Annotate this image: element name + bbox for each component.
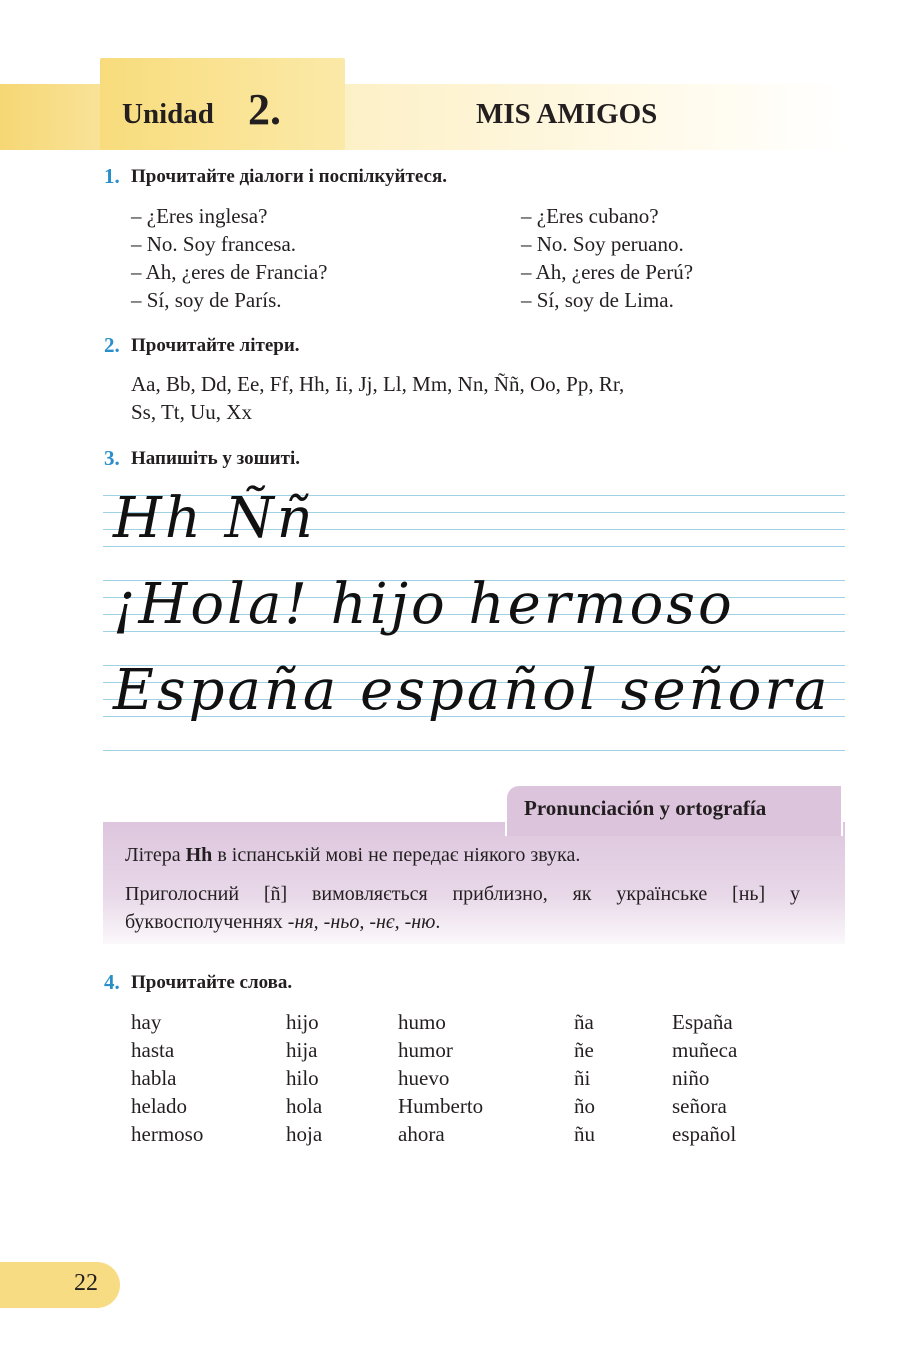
rule-line bbox=[103, 750, 845, 751]
unit-number: 2. bbox=[248, 85, 281, 134]
word-column-2 bbox=[286, 1008, 322, 1148]
p2-text: . bbox=[435, 911, 441, 933]
dialog-line: – Sí, soy de Lima. bbox=[521, 288, 674, 312]
dialog-line: – ¿Eres cubano? bbox=[521, 204, 659, 228]
exercise-1-title: Прочитайте діалоги і поспілкуйтеся. bbox=[131, 166, 447, 187]
word-column-3 bbox=[398, 1008, 483, 1148]
pronunciation-paragraph-2 bbox=[125, 880, 800, 936]
script-line-3: España español señora bbox=[113, 658, 831, 723]
dialog-line: – No. Soy francesa. bbox=[131, 232, 297, 256]
word: ñu bbox=[574, 1122, 595, 1146]
p1-bold: Hh bbox=[185, 844, 213, 866]
word: ña bbox=[574, 1010, 594, 1034]
dialog-line: – ¿Eres inglesa? bbox=[131, 204, 268, 228]
exercise-3-number: 3. bbox=[104, 446, 120, 470]
page-number: 22 bbox=[74, 1270, 98, 1296]
word: humo bbox=[398, 1010, 446, 1034]
p1-text: Літера bbox=[125, 844, 186, 866]
exercise-1-number: 1. bbox=[104, 164, 120, 188]
exercise-2-number: 2. bbox=[104, 333, 120, 357]
word: español bbox=[672, 1122, 737, 1146]
word: hermoso bbox=[131, 1122, 204, 1146]
exercise-3-title: Напишіть у зошиті. bbox=[131, 448, 300, 469]
word: hijo bbox=[286, 1010, 319, 1034]
word: hasta bbox=[131, 1038, 175, 1062]
word: hilo bbox=[286, 1066, 319, 1090]
word-column-1 bbox=[131, 1008, 203, 1148]
word: ahora bbox=[398, 1122, 445, 1146]
script-line-2: ¡Hola! hijo hermoso bbox=[113, 572, 735, 637]
dialog-line: – Sí, soy de París. bbox=[131, 288, 282, 312]
dialog-line: – Ah, ¿eres de Francia? bbox=[131, 260, 328, 284]
exercise-2-title: Прочитайте літери. bbox=[131, 335, 300, 356]
header-band bbox=[0, 84, 106, 150]
letters-line-2: Ss, Tt, Uu, Xx bbox=[131, 400, 252, 424]
letters-line-1: Aa, Bb, Dd, Ee, Ff, Hh, Ii, Jj, Ll, Mm, Nn, Ññ, Oo, Pp, Rr, bbox=[131, 372, 625, 396]
word: hoja bbox=[286, 1122, 323, 1146]
unit-title: MIS AMIGOS bbox=[476, 98, 658, 130]
word: niño bbox=[672, 1066, 710, 1090]
word: ño bbox=[574, 1094, 595, 1118]
word-column-4 bbox=[574, 1008, 595, 1148]
word-column-5 bbox=[672, 1008, 737, 1148]
dialog-line: – Ah, ¿eres de Perú? bbox=[521, 260, 694, 284]
exercise-4-number: 4. bbox=[104, 970, 120, 994]
alphabet-letters bbox=[131, 370, 731, 426]
script-line-1: Hh Ññ bbox=[113, 486, 316, 551]
word: ñe bbox=[574, 1038, 594, 1062]
word: hola bbox=[286, 1094, 323, 1118]
word: hay bbox=[131, 1010, 162, 1034]
p2-text: Приголосний [ñ] вимовляється приблизно, як українське [нь] у буквосполученнях bbox=[125, 883, 800, 933]
p2-italic: -ня, -ньо, -нє, -ню bbox=[287, 911, 436, 933]
word: hija bbox=[286, 1038, 318, 1062]
p1-text: в іспанській мові не передає ніякого звука. bbox=[212, 844, 581, 866]
word: España bbox=[672, 1010, 733, 1034]
word: ñi bbox=[574, 1066, 591, 1090]
exercise-4-title: Прочитайте слова. bbox=[131, 972, 293, 993]
dialog-left bbox=[131, 202, 328, 314]
unit-label: Unidad bbox=[122, 98, 214, 130]
word: habla bbox=[131, 1066, 177, 1090]
word: señora bbox=[672, 1094, 727, 1118]
page-number-tab bbox=[0, 1262, 120, 1308]
dialog-right bbox=[521, 202, 693, 314]
pronunciation-paragraph-1 bbox=[125, 841, 580, 869]
word: helado bbox=[131, 1094, 187, 1118]
word: Humberto bbox=[398, 1094, 484, 1118]
dialog-line: – No. Soy peruano. bbox=[521, 232, 684, 256]
word: muñeca bbox=[672, 1038, 738, 1062]
word: humor bbox=[398, 1038, 453, 1062]
pronunciation-tab-label: Pronunciación y ortografía bbox=[524, 796, 767, 820]
word: huevo bbox=[398, 1066, 450, 1090]
